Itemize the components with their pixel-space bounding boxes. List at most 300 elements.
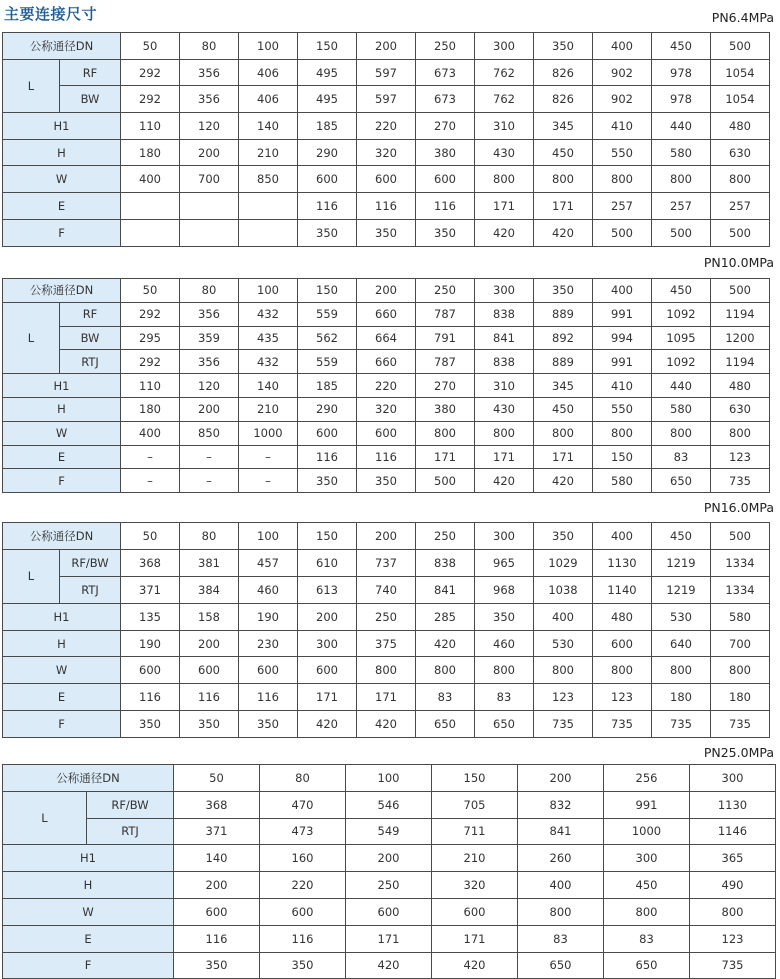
row-header: L: [3, 302, 60, 373]
table-row: [3, 523, 770, 550]
value-cell: 350: [298, 469, 357, 493]
value-cell: 400: [121, 421, 180, 445]
value-cell: 1029: [534, 549, 593, 576]
value-cell: 800: [711, 166, 770, 193]
value-cell: 83: [604, 925, 690, 952]
value-cell: 200: [357, 33, 416, 60]
value-cell: –: [121, 469, 180, 493]
value-cell: 500: [711, 279, 770, 303]
value-cell: 600: [239, 657, 298, 684]
value-cell: 841: [416, 576, 475, 603]
value-cell: 968: [475, 576, 534, 603]
page-title: 主要连接尺寸: [4, 5, 98, 23]
value-cell: 500: [416, 469, 475, 493]
table-row: [3, 445, 770, 469]
value-cell: 737: [357, 549, 416, 576]
value-cell: 83: [475, 684, 534, 711]
value-cell: 310: [475, 113, 534, 140]
value-cell: 826: [534, 86, 593, 113]
value-cell: 116: [180, 684, 239, 711]
value-cell: 350: [534, 33, 593, 60]
value-cell: 200: [180, 139, 239, 166]
value-cell: 171: [298, 684, 357, 711]
table-row: [3, 657, 770, 684]
row-header: H1: [3, 845, 174, 872]
value-cell: 200: [180, 397, 239, 421]
value-cell: 420: [357, 711, 416, 738]
value-cell: 435: [239, 326, 298, 350]
sub-row-header: BW: [60, 86, 121, 113]
value-cell: 116: [357, 445, 416, 469]
value-cell: 838: [416, 549, 475, 576]
value-cell: 1092: [652, 302, 711, 326]
value-cell: 430: [475, 397, 534, 421]
value-cell: 495: [298, 86, 357, 113]
value-cell: 250: [357, 603, 416, 630]
value-cell: 180: [652, 684, 711, 711]
value-cell: 550: [593, 139, 652, 166]
value-cell: 400: [593, 33, 652, 60]
value-cell: 300: [475, 279, 534, 303]
value-cell: 292: [121, 59, 180, 86]
value-cell: 250: [416, 523, 475, 550]
value-cell: 292: [121, 302, 180, 326]
value-cell: 740: [357, 576, 416, 603]
value-cell: 1140: [593, 576, 652, 603]
table-row: [3, 350, 770, 374]
value-cell: 350: [260, 952, 346, 979]
value-cell: 300: [298, 630, 357, 657]
table-row: [3, 925, 776, 952]
value-cell: 1092: [652, 350, 711, 374]
row-header: W: [3, 657, 121, 684]
row-header: H: [3, 872, 174, 899]
value-cell: 150: [593, 445, 652, 469]
value-cell: 356: [180, 86, 239, 113]
value-cell: 1054: [711, 59, 770, 86]
value-cell: 450: [604, 872, 690, 899]
value-cell: 290: [298, 397, 357, 421]
value-cell: 500: [711, 523, 770, 550]
value-cell: 350: [357, 219, 416, 246]
value-cell: 1095: [652, 326, 711, 350]
value-cell: 580: [711, 603, 770, 630]
sub-row-header: RF: [60, 59, 121, 86]
table-row: [3, 872, 776, 899]
value-cell: 673: [416, 86, 475, 113]
table-row: [3, 684, 770, 711]
value-cell: 350: [534, 523, 593, 550]
value-cell: 1219: [652, 549, 711, 576]
row-header: 公称通径DN: [3, 279, 121, 303]
value-cell: 440: [652, 113, 711, 140]
value-cell: 1334: [711, 549, 770, 576]
value-cell: 400: [593, 523, 652, 550]
value-cell: 460: [239, 576, 298, 603]
value-cell: 530: [652, 603, 711, 630]
value-cell: 450: [652, 33, 711, 60]
value-cell: 230: [239, 630, 298, 657]
value-cell: 345: [534, 374, 593, 398]
sub-row-header: RF/BW: [60, 549, 121, 576]
value-cell: –: [239, 469, 298, 493]
value-cell: 320: [432, 872, 518, 899]
value-cell: 123: [593, 684, 652, 711]
value-cell: 171: [475, 445, 534, 469]
sub-row-header: RF: [60, 302, 121, 326]
value-cell: 800: [711, 421, 770, 445]
sub-row-header: BW: [60, 326, 121, 350]
value-cell: 110: [121, 113, 180, 140]
value-cell: 350: [174, 952, 260, 979]
value-cell: –: [180, 469, 239, 493]
value-cell: 210: [239, 139, 298, 166]
value-cell: 400: [121, 166, 180, 193]
value-cell: 850: [180, 421, 239, 445]
value-cell: 123: [690, 925, 776, 952]
value-cell: 350: [416, 219, 475, 246]
value-cell: 500: [593, 219, 652, 246]
value-cell: 826: [534, 59, 593, 86]
value-cell: 350: [239, 711, 298, 738]
value-cell: 613: [298, 576, 357, 603]
value-cell: 420: [416, 630, 475, 657]
table-row: [3, 818, 776, 845]
value-cell: 473: [260, 818, 346, 845]
value-cell: 1000: [239, 421, 298, 445]
value-cell: 292: [121, 86, 180, 113]
value-cell: 1130: [690, 791, 776, 818]
value-cell: 171: [534, 193, 593, 220]
value-cell: 600: [416, 166, 475, 193]
value-cell: 562: [298, 326, 357, 350]
value-cell: 711: [432, 818, 518, 845]
table-row: [3, 603, 770, 630]
value-cell: 345: [534, 113, 593, 140]
value-cell: 791: [416, 326, 475, 350]
value-cell: 600: [121, 657, 180, 684]
value-cell: 559: [298, 302, 357, 326]
row-header: H1: [3, 113, 121, 140]
value-cell: 368: [174, 791, 260, 818]
table-row: [3, 193, 770, 220]
value-cell: 256: [604, 765, 690, 792]
row-header: L: [3, 791, 87, 845]
value-cell: 200: [357, 279, 416, 303]
value-cell: 600: [357, 166, 416, 193]
value-cell: 200: [174, 872, 260, 899]
value-cell: 359: [180, 326, 239, 350]
value-cell: 546: [346, 791, 432, 818]
table-row: [3, 711, 770, 738]
value-cell: 200: [518, 765, 604, 792]
value-cell: 384: [180, 576, 239, 603]
value-cell: 664: [357, 326, 416, 350]
value-cell: 902: [593, 59, 652, 86]
value-cell: 660: [357, 350, 416, 374]
value-cell: 841: [475, 326, 534, 350]
value-cell: 800: [593, 421, 652, 445]
value-cell: 380: [416, 139, 475, 166]
value-cell: 420: [432, 952, 518, 979]
table-row: [3, 630, 770, 657]
value-cell: 200: [346, 845, 432, 872]
value-cell: 600: [432, 898, 518, 925]
dimension-table: [2, 522, 770, 738]
dimension-table: [2, 278, 770, 493]
value-cell: 1219: [652, 576, 711, 603]
value-cell: 160: [260, 845, 346, 872]
value-cell: 800: [534, 166, 593, 193]
value-cell: 80: [180, 33, 239, 60]
table-row: [3, 302, 770, 326]
value-cell: 171: [475, 193, 534, 220]
value-cell: 200: [180, 630, 239, 657]
row-header: L: [3, 549, 60, 603]
row-header: W: [3, 421, 121, 445]
value-cell: 500: [711, 33, 770, 60]
value-cell: 83: [652, 445, 711, 469]
value-cell: 841: [518, 818, 604, 845]
value-cell: 300: [475, 33, 534, 60]
value-cell: 965: [475, 549, 534, 576]
value-cell: 495: [298, 59, 357, 86]
value-cell: 290: [298, 139, 357, 166]
value-cell: 650: [604, 952, 690, 979]
value-cell: 559: [298, 350, 357, 374]
value-cell: 991: [593, 302, 652, 326]
value-cell: 356: [180, 350, 239, 374]
row-header: L: [3, 59, 60, 112]
value-cell: 257: [593, 193, 652, 220]
value-cell: 735: [711, 711, 770, 738]
table-row: [3, 33, 770, 60]
value-cell: 1194: [711, 350, 770, 374]
value-cell: 250: [416, 33, 475, 60]
value-cell: 800: [416, 657, 475, 684]
value-cell: 400: [534, 603, 593, 630]
row-header: F: [3, 469, 121, 493]
value-cell: 285: [416, 603, 475, 630]
value-cell: 375: [357, 630, 416, 657]
value-cell: 470: [260, 791, 346, 818]
value-cell: 171: [432, 925, 518, 952]
value-cell: 1130: [593, 549, 652, 576]
table-row: [3, 576, 770, 603]
value-cell: 838: [475, 302, 534, 326]
value-cell: 171: [416, 445, 475, 469]
value-cell: 420: [346, 952, 432, 979]
value-cell: [180, 193, 239, 220]
value-cell: 406: [239, 86, 298, 113]
value-cell: 135: [121, 603, 180, 630]
value-cell: 762: [475, 59, 534, 86]
value-cell: 50: [121, 279, 180, 303]
value-cell: 800: [416, 421, 475, 445]
value-cell: 220: [357, 113, 416, 140]
value-cell: 597: [357, 59, 416, 86]
table-row: [3, 86, 770, 113]
value-cell: 371: [174, 818, 260, 845]
value-cell: 406: [239, 59, 298, 86]
value-cell: 420: [475, 469, 534, 493]
value-cell: 116: [121, 684, 180, 711]
value-cell: [121, 219, 180, 246]
value-cell: 800: [711, 657, 770, 684]
value-cell: 356: [180, 59, 239, 86]
value-cell: 100: [239, 33, 298, 60]
value-cell: 100: [239, 523, 298, 550]
value-cell: 735: [534, 711, 593, 738]
value-cell: –: [180, 445, 239, 469]
row-header: W: [3, 898, 174, 925]
table-row: [3, 549, 770, 576]
value-cell: 200: [357, 523, 416, 550]
value-cell: 600: [174, 898, 260, 925]
value-cell: 800: [475, 421, 534, 445]
value-cell: 250: [346, 872, 432, 899]
value-cell: 450: [534, 397, 593, 421]
value-cell: 600: [180, 657, 239, 684]
value-cell: 83: [518, 925, 604, 952]
value-cell: [239, 219, 298, 246]
value-cell: 270: [416, 374, 475, 398]
value-cell: 800: [690, 898, 776, 925]
table-row: [3, 397, 770, 421]
value-cell: 123: [534, 684, 593, 711]
value-cell: 640: [652, 630, 711, 657]
value-cell: 450: [534, 139, 593, 166]
value-cell: 365: [690, 845, 776, 872]
row-header: 公称通径DN: [3, 33, 121, 60]
sub-row-header: RF/BW: [87, 791, 174, 818]
value-cell: 116: [260, 925, 346, 952]
value-cell: 180: [711, 684, 770, 711]
value-cell: 580: [593, 469, 652, 493]
value-cell: 800: [604, 898, 690, 925]
value-cell: 116: [416, 193, 475, 220]
value-cell: 371: [121, 576, 180, 603]
value-cell: 150: [298, 33, 357, 60]
table-row: [3, 113, 770, 140]
sub-row-header: RTJ: [87, 818, 174, 845]
row-header: F: [3, 952, 174, 979]
value-cell: 800: [593, 657, 652, 684]
table-row: [3, 139, 770, 166]
value-cell: 410: [593, 374, 652, 398]
value-cell: 310: [475, 374, 534, 398]
value-cell: 902: [593, 86, 652, 113]
value-cell: 171: [346, 925, 432, 952]
row-header: 公称通径DN: [3, 523, 121, 550]
value-cell: [239, 193, 298, 220]
value-cell: 83: [416, 684, 475, 711]
value-cell: 150: [298, 523, 357, 550]
value-cell: 457: [239, 549, 298, 576]
table-row: [3, 421, 770, 445]
value-cell: 171: [357, 684, 416, 711]
value-cell: 500: [711, 219, 770, 246]
value-cell: 116: [357, 193, 416, 220]
value-cell: 320: [357, 397, 416, 421]
value-cell: 190: [239, 603, 298, 630]
value-cell: 838: [475, 350, 534, 374]
value-cell: 116: [298, 445, 357, 469]
value-cell: 350: [180, 711, 239, 738]
sub-row-header: RTJ: [60, 576, 121, 603]
value-cell: 600: [357, 421, 416, 445]
value-cell: 550: [593, 397, 652, 421]
value-cell: 735: [652, 711, 711, 738]
value-cell: 630: [711, 397, 770, 421]
value-cell: 190: [121, 630, 180, 657]
value-cell: 600: [298, 166, 357, 193]
value-cell: 380: [416, 397, 475, 421]
value-cell: 735: [690, 952, 776, 979]
table-row: [3, 952, 776, 979]
value-cell: 700: [180, 166, 239, 193]
value-cell: 650: [518, 952, 604, 979]
value-cell: 850: [239, 166, 298, 193]
value-cell: 410: [593, 113, 652, 140]
value-cell: 800: [652, 421, 711, 445]
value-cell: 480: [593, 603, 652, 630]
dimension-table: [2, 32, 770, 247]
value-cell: 420: [475, 219, 534, 246]
value-cell: 356: [180, 302, 239, 326]
value-cell: 1146: [690, 818, 776, 845]
pressure-rating-label: PN6.4MPa: [711, 10, 774, 25]
value-cell: 180: [121, 139, 180, 166]
value-cell: 350: [121, 711, 180, 738]
row-header: H: [3, 397, 121, 421]
value-cell: –: [121, 445, 180, 469]
value-cell: 800: [475, 657, 534, 684]
value-cell: 220: [357, 374, 416, 398]
value-cell: 80: [260, 765, 346, 792]
value-cell: 220: [260, 872, 346, 899]
value-cell: 320: [357, 139, 416, 166]
value-cell: 350: [357, 469, 416, 493]
value-cell: 735: [711, 469, 770, 493]
value-cell: 994: [593, 326, 652, 350]
table-row: [3, 765, 776, 792]
value-cell: 660: [357, 302, 416, 326]
value-cell: 110: [121, 374, 180, 398]
value-cell: 140: [239, 113, 298, 140]
value-cell: 600: [593, 630, 652, 657]
value-cell: 597: [357, 86, 416, 113]
value-cell: 1000: [604, 818, 690, 845]
value-cell: 480: [711, 374, 770, 398]
value-cell: 800: [593, 166, 652, 193]
value-cell: 420: [534, 469, 593, 493]
value-cell: 120: [180, 374, 239, 398]
value-cell: [180, 219, 239, 246]
row-header: H: [3, 630, 121, 657]
value-cell: 257: [711, 193, 770, 220]
row-header: E: [3, 925, 174, 952]
value-cell: 430: [475, 139, 534, 166]
value-cell: 100: [346, 765, 432, 792]
value-cell: 200: [298, 603, 357, 630]
value-cell: 991: [604, 791, 690, 818]
value-cell: 892: [534, 326, 593, 350]
value-cell: 123: [711, 445, 770, 469]
value-cell: 100: [239, 279, 298, 303]
value-cell: 300: [604, 845, 690, 872]
value-cell: 450: [652, 523, 711, 550]
